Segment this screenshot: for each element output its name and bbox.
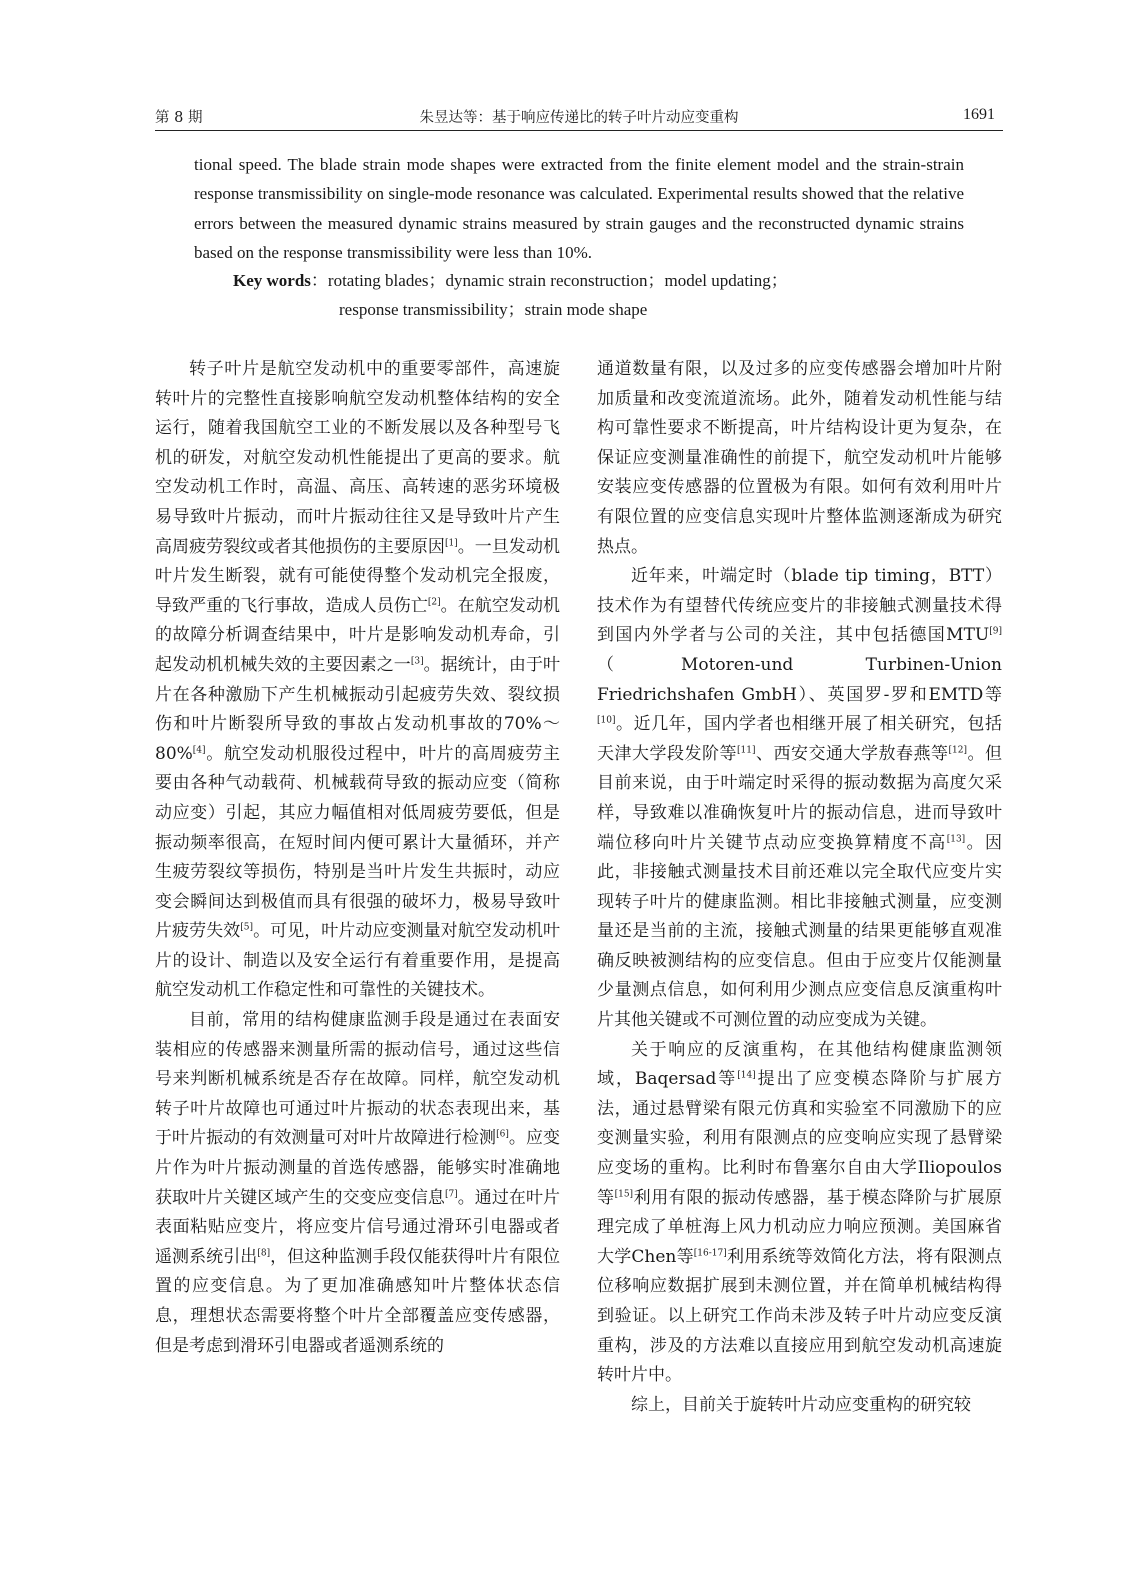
paragraph — [155, 1006, 560, 1361]
text-run: 。据统计，由于叶片在各种激励下产生机械振动引起疲劳失效、裂纹损伤和叶片断裂所导致的事故占发动机事故的70%～80% — [155, 654, 561, 764]
paragraph — [155, 355, 560, 1006]
keywords — [233, 266, 973, 325]
citation-ref: [3] — [410, 656, 424, 667]
text-run: ，但这种监测手段仅能获得叶片有限位置的应变信息。为了更加准确感知叶片整体状态信息，理想状态需要将整个叶片全部覆盖应变传感器，但是考虑到滑环引电器或者遥测系统的 — [155, 1246, 561, 1356]
citation-ref: [4] — [192, 745, 206, 756]
citation-ref: [10] — [597, 715, 616, 726]
citation-ref: [9] — [989, 626, 1002, 637]
text-run: 利用系统等效简化方法，将有限测点位移响应数据扩展到未测位置，并在简单机械结构得到验证。以上研究工作尚未涉及转子叶片动应变反演重构，涉及的方法难以直接应用到航空发动机高速旋转叶片中。 — [597, 1246, 1002, 1386]
paragraph — [597, 1036, 1002, 1391]
keywords-line-2: response transmissibility；strain mode shape — [339, 300, 648, 320]
citation-ref: [1] — [444, 537, 458, 548]
citation-ref: [15] — [614, 1188, 634, 1199]
paragraph — [597, 1391, 1002, 1421]
running-title: 朱昱达等：基于响应传递比的转子叶片动应变重构 — [419, 110, 739, 126]
text-run: 、西安交通大学敖春燕等 — [755, 743, 949, 764]
text-run: 。应变片作为叶片振动测量的首选传感器，能够实时准确地获取叶片关键区域产生的交变应变信息 — [155, 1128, 561, 1208]
citation-ref: [7] — [444, 1188, 458, 1199]
text-run: 。在航空发动机的故障分析调查结果中，叶片是影响发动机寿命，引起发动机机械失效的主要因素之一 — [155, 595, 561, 675]
text-run: 。通过在叶片表面粘贴应变片，将应变片信号通过滑环引电器或者遥测系统引出 — [155, 1187, 561, 1267]
citation-ref: [8] — [257, 1248, 271, 1259]
text-run: （Motoren-und Turbinen-Union Friedrichshafen GmbH）、英国罗-罗和EMTD等 — [597, 654, 1002, 705]
text-run: 综上，目前关于旋转叶片动应变重构的研究较 — [631, 1394, 971, 1415]
paragraph — [597, 562, 1002, 1036]
issue-number: 第 8 期 — [155, 110, 203, 126]
text-run: 提出了应变模态降阶与扩展方法，通过悬臂梁有限元仿真和实验室不同激励下的应变测量实验，利用有限测点的应变响应实现了悬臂梁应变场的重构。比利时布鲁塞尔自由大学Iliopoulos等 — [597, 1069, 1002, 1208]
citation-ref: [5] — [240, 922, 254, 933]
keywords-label: Key words — [233, 271, 311, 290]
text-run: 通道数量有限，以及过多的应变传感器会增加叶片附加质量和改变流道流场。此外，随着发动机性能与结构可靠性要求不断提高，叶片结构设计更为复杂，在保证应变测量准确性的前提下，航空发动机叶片能够安装应变传感器的位置极为有限。如何有效利用叶片有限位置的应变信息实现叶片整体监测逐渐成为研究热点。 — [597, 359, 1002, 557]
text-run: 。可见，叶片动应变测量对航空发动机叶片的设计、制造以及安全运行有着重要作用，是提高航空发动机工作稳定性和可靠性的关键技术。 — [155, 921, 561, 1001]
page-number: 1691 — [963, 106, 995, 123]
text-run: 。因此，非接触式测量技术目前还难以完全取代应变片实现转子叶片的健康监测。相比非接触式测量，应变测量还是当前的主流，接触式测量的结果更能够直观准确反映被测结构的应变信息。但由于应变片仅能测量少量测点信息，如何利用少测点应变信息反演重构叶片其他关键或不可测位置的动应变成为关键。 — [597, 832, 1003, 1031]
citation-ref: [2] — [427, 597, 441, 608]
citation-ref: [11] — [737, 745, 756, 756]
abstract-text: tional speed. The blade strain mode shapes were extracted from the finite element model and the strain-strain response transmissibility on single-mode resonance was calculated. Experimental results showed that the relative errors between the measured dynamic strains measured by strain gauges and the reconstructed dynamic strains based on the response transmissibility were less than 10%. — [194, 155, 964, 262]
text-run: 。近几年，国内学者也相继开展了相关研究，包括天津大学段发阶等 — [597, 714, 1002, 764]
citation-ref: [14] — [737, 1070, 756, 1081]
text-run: 目前，常用的结构健康监测手段是通过在表面安装相应的传感器来测量所需的振动信号，通过这些信号来判断机械系统是否存在故障。同样，航空发动机转子叶片故障也可通过叶片振动的状态表现出来，基于叶片振动的有效测量可对叶片故障进行检测 — [155, 1010, 560, 1149]
text-run: 利用有限的振动传感器，基于模态降阶与扩展原理完成了单桩海上风力机动应力响应预测。美国麻省大学Chen等 — [597, 1187, 1003, 1267]
text-run: 转子叶片是航空发动机中的重要零部件，高速旋转叶片的完整性直接影响航空发动机整体结构的安全运行，随着我国航空工业的不断发展以及各种型号飞机的研发，对航空发动机性能提出了更高的要求。航空发动机工作时，高温、高压、高转速的恶劣环境极易导致叶片振动，而叶片振动往往又是导致叶片产生高周疲劳裂纹或者其他损伤的主要原因 — [155, 359, 560, 557]
keywords-line-1: ：rotating blades；dynamic strain reconstruction；model updating； — [310, 271, 788, 290]
text-run: 。一旦发动机叶片发生断裂，就有可能使得整个发动机完全报废，导致严重的飞行事故，造成人员伤亡 — [155, 536, 561, 616]
paragraph-continued — [597, 355, 1002, 562]
left-column — [155, 355, 560, 1361]
text-run: 关于响应的反演重构，在其他结构健康监测领域，Baqersad等 — [597, 1039, 1002, 1090]
text-run: 近年来，叶端定时（blade tip timing，BTT）技术作为有望替代传统应变片的非接触式测量技术得到国内外学者与公司的关注，其中包括德国MTU — [597, 566, 1002, 646]
running-header — [155, 100, 1003, 131]
right-column — [597, 355, 1002, 1420]
abstract-continued — [194, 150, 964, 267]
citation-ref: [12] — [948, 745, 968, 756]
citation-ref: [13] — [946, 833, 966, 844]
citation-ref: [16-17] — [693, 1248, 727, 1259]
text-run: 。但目前来说，由于叶端定时采得的振动数据为高度欠采样，导致难以准确恢复叶片的振动信息，进而导致叶端位移向叶片关键节点动应变换算精度不高 — [597, 743, 1003, 853]
text-run: 。航空发动机服役过程中，叶片的高周疲劳主要由各种气动载荷、机械载荷导致的振动应变（简称动应变）引起，其应力幅值相对低周疲劳要低，但是振动频率很高，在短时间内便可累计大量循环，并产生疲劳裂纹等损伤，特别是当叶片发生共振时，动应变会瞬间达到极值而具有很强的破坏力，极易导致叶片疲劳失效 — [155, 743, 560, 942]
citation-ref: [6] — [496, 1129, 509, 1140]
